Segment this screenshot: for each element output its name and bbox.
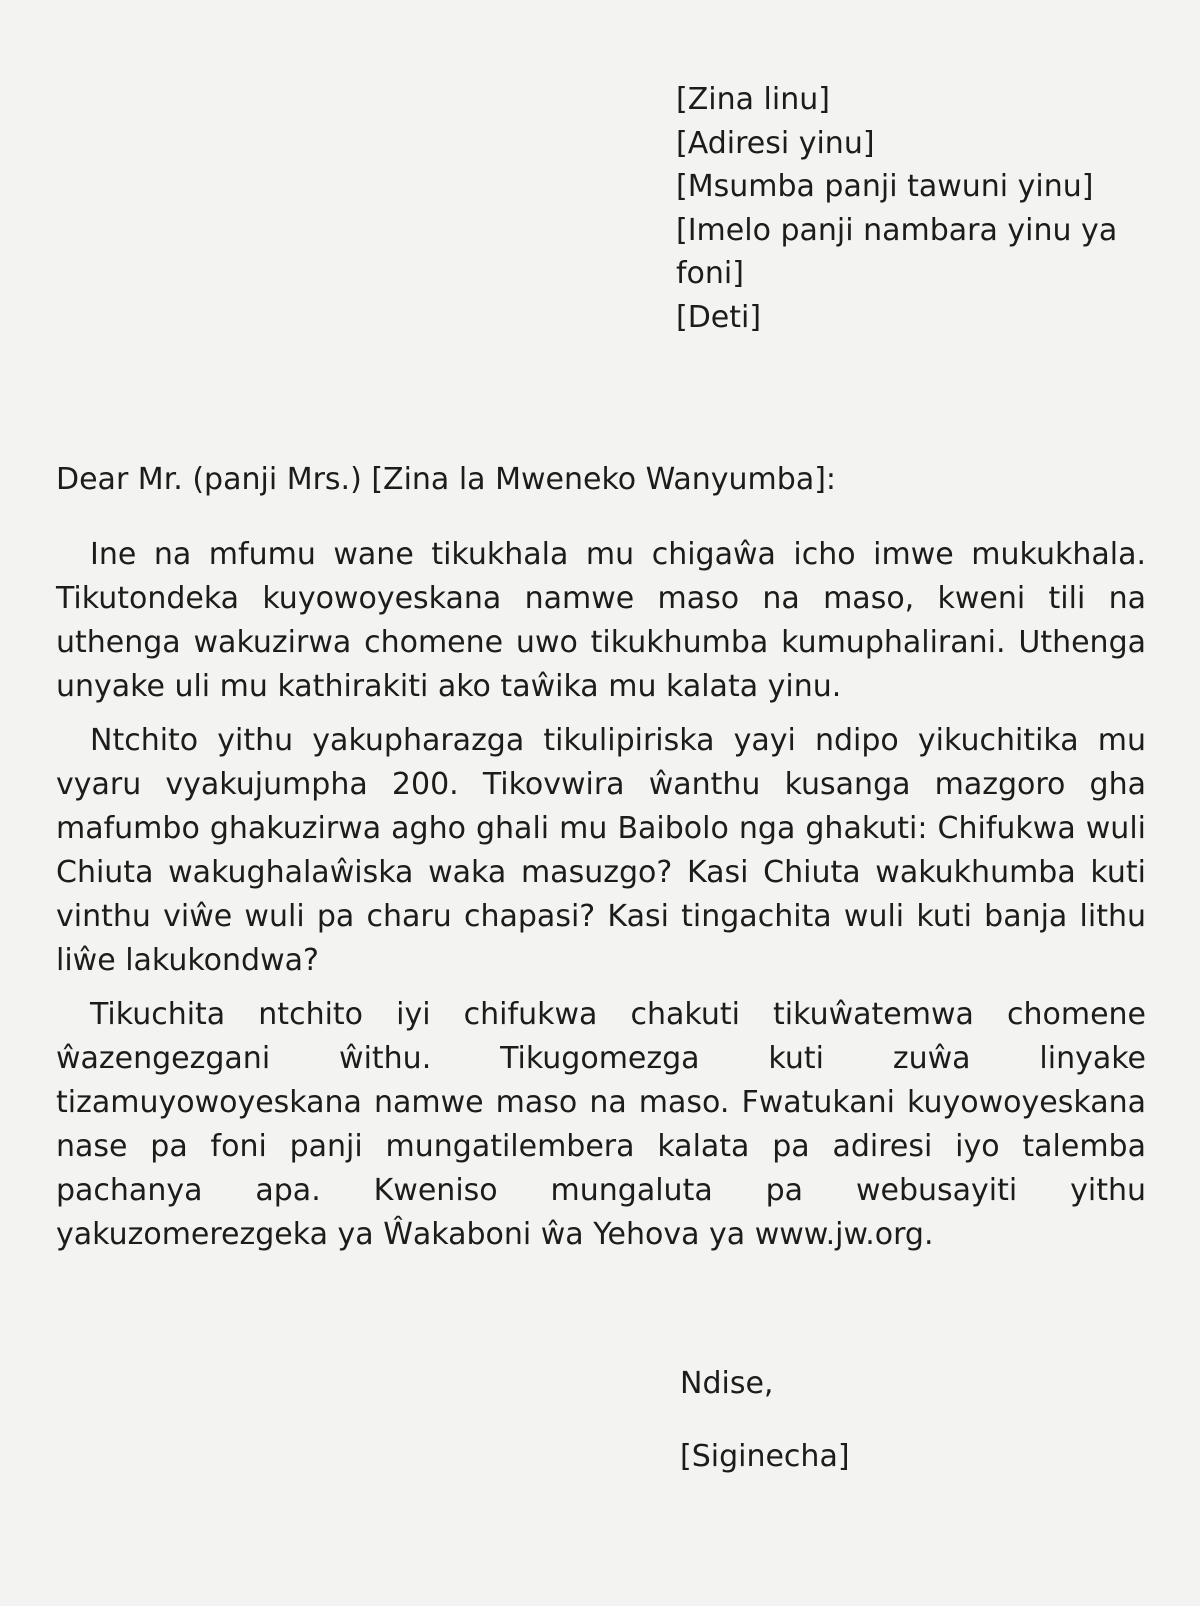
sender-town: [Msumba panji tawuni yinu]: [676, 169, 1094, 204]
sender-name: [Zina linu]: [676, 82, 830, 117]
sender-address-block: [676, 78, 1136, 339]
letter-body: [56, 533, 1146, 1267]
body-paragraph-3: Tikuchita ntchito iyi chifukwa chakuti tikuŵatemwa chomene ŵazengezgani ŵithu. Tikugomezga kuti zuŵa linyake tizamuyowoyeskana namwe maso na maso. Fwatukani kuyowoyeskana nase pa foni panji mungatilembera kalata pa adiresi iyo talemba pachanya apa. Kweniso mungaluta pa webusayiti yithu yakuzomerezgeka ya Ŵakaboni ŵa Yehova ya www.jw.org.: [56, 997, 1146, 1252]
letter-date: [Deti]: [676, 299, 762, 335]
salutation: Dear Mr. (panji Mrs.) [Zina la Mweneko Wanyumba]:: [56, 462, 837, 497]
closing: Ndise,: [680, 1366, 774, 1401]
sender-contact-line2: foni]: [676, 256, 744, 291]
sender-contact-line1: [Imelo panji nambara yinu ya: [676, 212, 1118, 248]
sender-address: [Adiresi yinu]: [676, 125, 875, 161]
signature: [Siginecha]: [680, 1439, 850, 1474]
body-paragraph-2: Ntchito yithu yakupharazga tikulipiriska yayi ndipo yikuchitika mu vyaru vyakujumpha 200. Tikovwira ŵanthu kusanga mazgoro gha mafumbo ghakuzirwa agho ghali mu Baibolo nga ghakuti: Chifukwa wuli Chiuta wakughalaŵiska waka masuzgo? Kasi Chiuta wakukhumba kuti vinthu viŵe wuli pa charu chapasi? Kasi tingachita wuli kuti banja lithu liŵe lakukondwa?: [56, 723, 1146, 978]
body-paragraph-1: Ine na mfumu wane tikukhala mu chigaŵa icho imwe mukukhala. Tikutondeka kuyowoyeskana namwe maso na maso, kweni tili na uthenga wakuzirwa chomene uwo tikukhumba kumuphalirani. Uthenga unyake uli mu kathirakiti ako taŵika mu kalata yinu.: [56, 537, 1146, 704]
